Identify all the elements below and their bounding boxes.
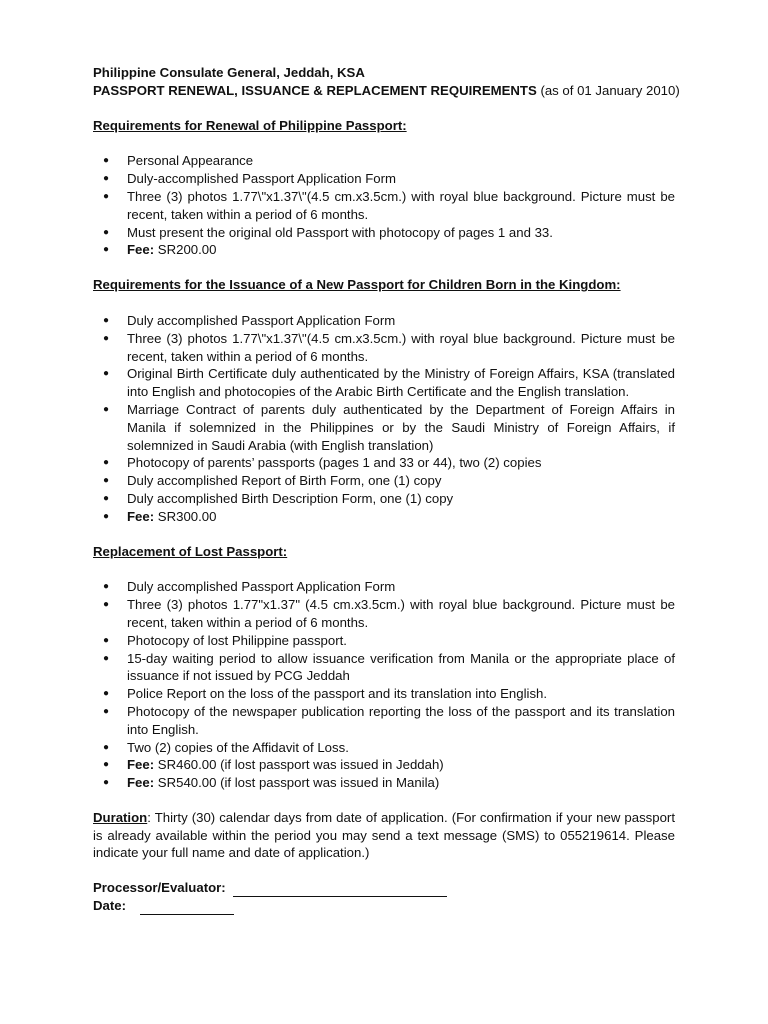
list-item-text: Photocopy of parents’ passports (pages 1 and 33 or 44), two (2) copies xyxy=(127,455,542,471)
list-item-text: Duly accomplished Birth Description Form, one (1) copy xyxy=(127,490,454,506)
bullet-icon: ● xyxy=(103,777,110,789)
bullet-icon: ● xyxy=(103,492,110,504)
consulate-name: Philippine Consulate General, Jeddah, KSA xyxy=(93,65,365,80)
bullet-icon: ● xyxy=(103,403,110,415)
fee-label: Fee: xyxy=(127,775,155,791)
fee-label: Fee: xyxy=(127,508,155,524)
list-item xyxy=(93,401,675,454)
replacement-heading: Replacement of Lost Passport: xyxy=(93,543,288,559)
bullet-icon: ● xyxy=(103,705,110,717)
bullet-icon: ● xyxy=(103,688,110,700)
list-item xyxy=(93,224,675,242)
renewal-list xyxy=(93,152,675,259)
list-item xyxy=(93,774,675,792)
list-item-text: Duly accomplished Passport Application Form xyxy=(127,312,396,328)
issuance-heading: Requirements for the Issuance of a New Passport for Children Born in the Kingdom: xyxy=(93,277,621,293)
list-item xyxy=(93,739,675,757)
issuance-list xyxy=(93,312,675,526)
list-item xyxy=(93,472,675,490)
renewal-heading: Requirements for Renewal of Philippine Passport: xyxy=(93,117,407,133)
fee-label: Fee: xyxy=(127,757,155,773)
list-item-text: Original Birth Certificate duly authenticated by the Ministry of Foreign Affairs, KSA (translated into English and photocopies of the Arabic Birth Certificate and the English translation. xyxy=(127,366,675,400)
list-item-text: Duly accomplished Passport Application Form xyxy=(127,579,396,595)
bullet-icon: ● xyxy=(103,457,110,469)
list-item xyxy=(93,490,675,508)
list-item-text: Duly-accomplished Passport Application Form xyxy=(127,171,396,187)
list-item xyxy=(93,188,675,224)
document-body xyxy=(93,64,680,915)
list-item-text: SR200.00 xyxy=(154,242,217,258)
list-item xyxy=(93,312,675,330)
list-item-text: Two (2) copies of the Affidavit of Loss. xyxy=(127,739,349,755)
bullet-icon: ● xyxy=(103,226,110,238)
bullet-icon: ● xyxy=(103,599,110,611)
list-item xyxy=(93,650,675,686)
processor-signature-line[interactable] xyxy=(233,882,447,897)
list-item-text: SR540.00 (if lost passport was issued in Manila) xyxy=(154,775,440,791)
list-item-text: Three (3) photos 1.77\"x1.37\"(4.5 cm.x3.5cm.) with royal blue background. Picture must be recent, taken within a period of 6 months. xyxy=(127,330,675,364)
bullet-icon: ● xyxy=(103,314,110,326)
list-item xyxy=(93,596,675,632)
bullet-icon: ● xyxy=(103,244,110,256)
list-item xyxy=(93,756,675,774)
list-item-text: Duly accomplished Report of Birth Form, one (1) copy xyxy=(127,473,442,489)
duration-paragraph xyxy=(93,809,675,862)
list-item xyxy=(93,454,675,472)
list-item xyxy=(93,578,675,596)
bullet-icon: ● xyxy=(103,741,110,753)
list-item xyxy=(93,365,675,401)
bullet-icon: ● xyxy=(103,510,110,522)
date-row xyxy=(93,897,675,915)
list-item-text: 15-day waiting period to allow issuance verification from Manila or the appropriate place of issuance if not issued by PCG Jeddah xyxy=(127,650,675,684)
bullet-icon: ● xyxy=(103,155,110,167)
processor-label: Processor/Evaluator: xyxy=(93,880,226,896)
list-item-text: Must present the original old Passport with photocopy of pages 1 and 33. xyxy=(127,224,553,240)
bullet-icon: ● xyxy=(103,332,110,344)
bullet-icon: ● xyxy=(103,475,110,487)
bullet-icon: ● xyxy=(103,173,110,185)
list-item xyxy=(93,703,675,739)
list-item-text: Personal Appearance xyxy=(127,153,254,169)
bullet-icon: ● xyxy=(103,581,110,593)
duration-label: Duration xyxy=(93,809,148,825)
list-item-text: Three (3) photos 1.77"x1.37" (4.5 cm.x3.5cm.) with royal blue background. Picture must be recent, taken within a period of 6 months. xyxy=(127,597,675,630)
list-item xyxy=(93,330,675,366)
title-main: PASSPORT RENEWAL, ISSUANCE & REPLACEMENT REQUIREMENTS xyxy=(93,82,537,98)
list-item-text: SR460.00 (if lost passport was issued in Jeddah) xyxy=(154,757,444,773)
list-item xyxy=(93,685,675,703)
bullet-icon: ● xyxy=(103,759,110,771)
document-title xyxy=(93,82,680,100)
list-item-text: Three (3) photos 1.77\"x1.37\"(4.5 cm.x3.5cm.) with royal blue background. Picture must be recent, taken within a period of 6 months. xyxy=(127,188,675,222)
list-item-text: Photocopy of lost Philippine passport. xyxy=(127,632,347,648)
list-item-text: Police Report on the loss of the passport and its translation into English. xyxy=(127,686,548,702)
title-date: (as of 01 January 2010) xyxy=(536,82,680,98)
list-item xyxy=(93,241,675,259)
list-item-text: Photocopy of the newspaper publication reporting the loss of the passport and its translation into English. xyxy=(127,703,675,737)
list-item xyxy=(93,632,675,650)
bullet-icon: ● xyxy=(103,190,110,202)
fee-label: Fee: xyxy=(127,242,155,258)
date-label: Date: xyxy=(93,898,126,914)
list-item xyxy=(93,508,675,526)
replacement-list xyxy=(93,578,675,792)
duration-text: : Thirty (30) calendar days from date of application. (For confirmation if your new passport is already available within the period you may send a text message (SMS) to 055219614. Please indicate your full name and date of application.) xyxy=(93,809,675,861)
processor-row xyxy=(93,879,675,897)
date-line[interactable] xyxy=(140,900,234,915)
bullet-icon: ● xyxy=(103,634,110,646)
list-item xyxy=(93,170,675,188)
bullet-icon: ● xyxy=(103,368,110,380)
list-item xyxy=(93,152,675,170)
list-item-text: Marriage Contract of parents duly authenticated by the Department of Foreign Affairs in Manila if solemnized in the Philippines or by the Saudi Ministry of Foreign Affairs, if solemnized in Saudi Arabia (with English translation) xyxy=(127,401,675,453)
bullet-icon: ● xyxy=(103,652,110,664)
list-item-text: SR300.00 xyxy=(154,508,217,524)
